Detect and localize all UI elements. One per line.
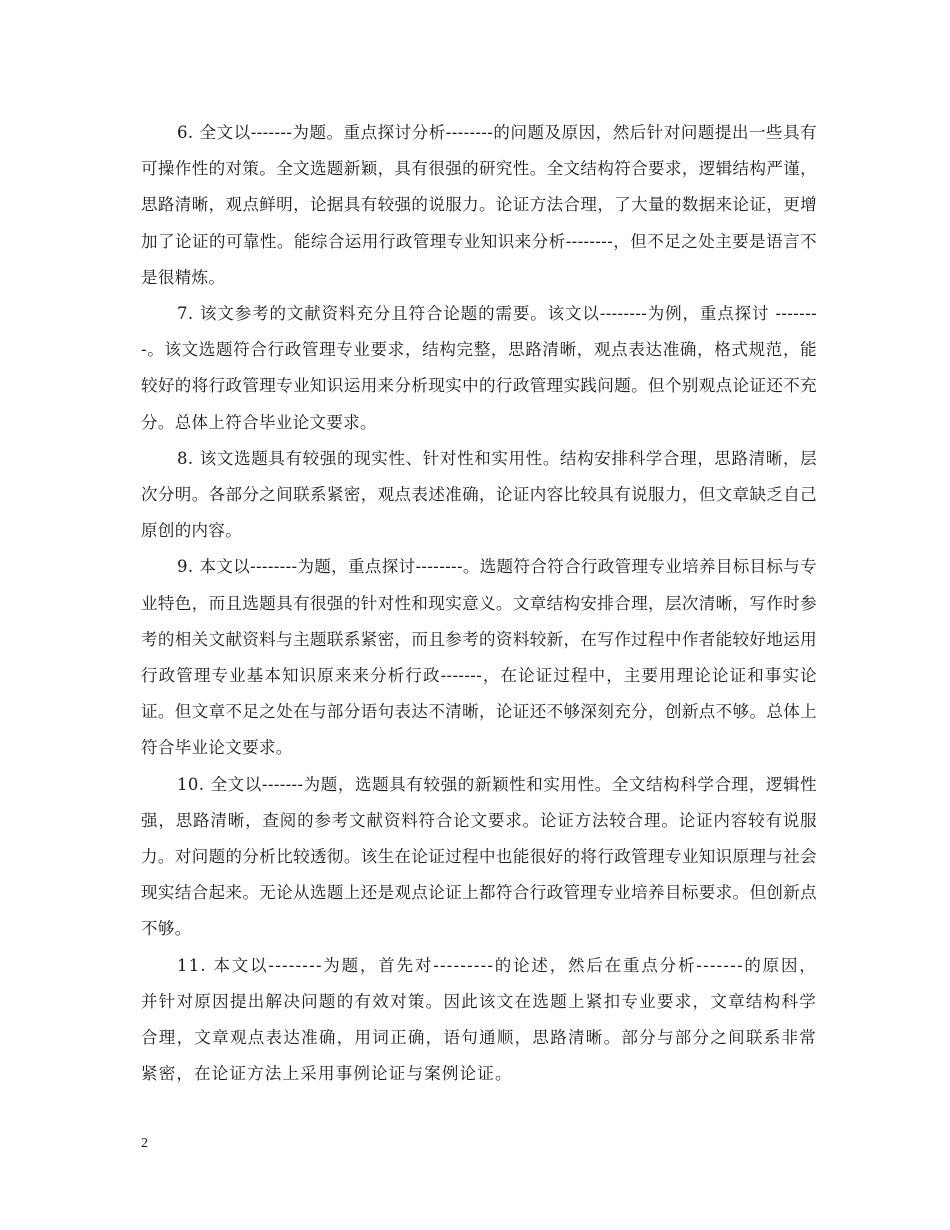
- paragraph-10: [141, 767, 817, 948]
- paragraph-number: 9.: [177, 557, 194, 577]
- paragraph-7: [141, 296, 817, 441]
- paragraph-number: 8.: [177, 448, 194, 468]
- paragraph-text: 全文以-------为题，选题具有较强的新颖性和实用性。全文结构科学合理，逻辑性强，思路清晰，查阅的参考文献资料符合论文要求。论证方法较合理。论证内容较有说服力。对问题的分析比较透彻。该生在论证过程中也能很好的将行政管理专业知识原理与社会现实结合起来。无论从选题上还是观点论证上都符合行政管理专业培养目标要求。但创新点不够。: [141, 774, 817, 939]
- paragraph-9: [141, 549, 817, 766]
- paragraph-text: 本文以--------为题，重点探讨--------。选题符合符合行政管理专业培养目标目标与专业特色，而且选题具有很强的针对性和现实意义。文章结构安排合理，层次清晰，写作时参考的相关文献资料与主题联系紧密，而且参考的资料较新，在写作过程中作者能较好地运用行政管理专业基本知识原来来分析行政-------，在论证过程中，主要用理论论证和事实论证。但文章不足之处在与部分语句表达不清晰，论证还不够深刻充分，创新点不够。总体上符合毕业论文要求。: [141, 557, 817, 758]
- paragraph-number: 7.: [177, 304, 194, 324]
- paragraph-11: [141, 948, 817, 1093]
- paragraph-number: 10.: [177, 774, 205, 794]
- paragraph-text: 该文参考的文献资料充分且符合论题的需要。该文以--------为例，重点探讨 --------。该文选题符合行政管理专业要求，结构完整，思路清晰，观点表达准确，格式规范，能较好的将行政管理专业知识运用来分析现实中的行政管理实践问题。但个别观点论证还不充分。总体上符合毕业论文要求。: [141, 304, 817, 432]
- paragraph-text: 本文以--------为题，首先对---------的论述，然后在重点分析-------的原因，并针对原因提出解决问题的有效对策。因此该文在选题上紧扣专业要求，文章结构科学合理，文章观点表达准确，用词正确，语句通顺，思路清晰。部分与部分之间联系非常紧密，在论证方法上采用事例论证与案例论证。: [141, 955, 817, 1084]
- paragraph-6: [141, 115, 817, 296]
- paragraph-number: 6.: [177, 123, 194, 142]
- paragraph-8: [141, 441, 817, 550]
- document-body: [141, 115, 817, 1092]
- paragraph-number: 11.: [177, 955, 207, 975]
- paragraph-text: 该文选题具有较强的现实性、针对性和实用性。结构安排科学合理，思路清晰，层次分明。各部分之间联系紧密，观点表述准确，论证内容比较具有说服力，但文章缺乏自己原创的内容。: [141, 448, 817, 541]
- paragraph-text: 全文以-------为题。重点探讨分析--------的问题及原因，然后针对问题提出一些具有可操作性的对策。全文选题新颖，具有很强的研究性。全文结构符合要求，逻辑结构严谨，思路清晰，观点鲜明，论据具有较强的说服力。论证方法合理，了大量的数据来论证，更增加了论证的可靠性。能综合运用行政管理专业知识来分析--------，但不足之处主要是语言不是很精炼。: [141, 123, 817, 287]
- page-number: 2: [141, 1136, 148, 1151]
